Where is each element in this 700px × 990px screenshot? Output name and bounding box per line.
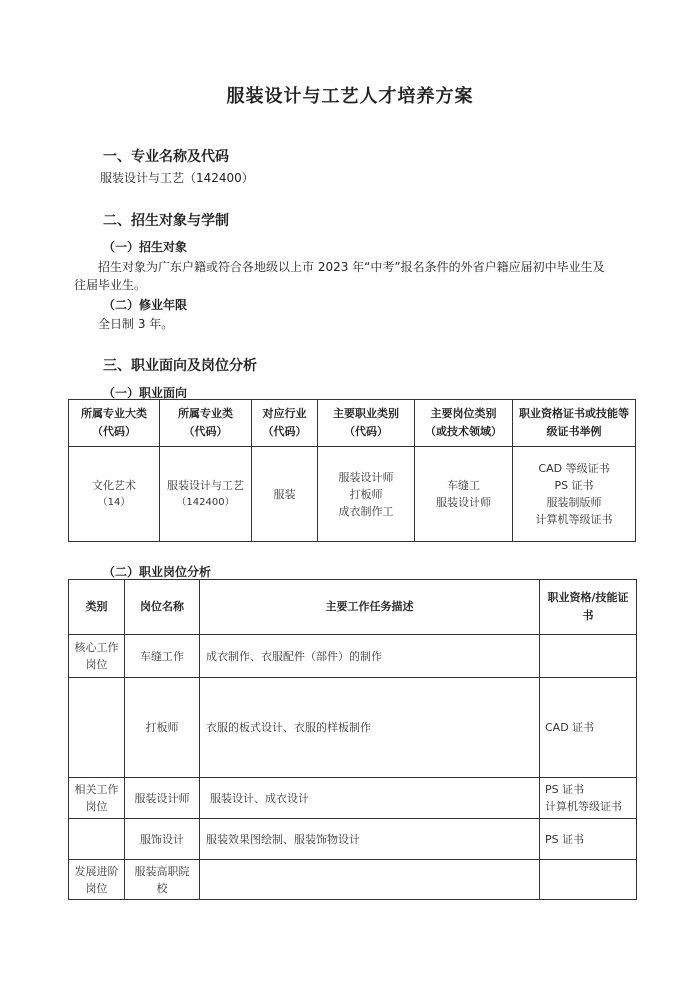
table-row (69, 819, 637, 860)
cert-cell: PS 证书 (540, 819, 637, 860)
table-header-cell: 岗位名称 (125, 580, 200, 635)
post-cell: 打板师 (125, 678, 200, 778)
section1-text: 服装设计与工艺（142400） (100, 171, 254, 185)
cert-cell: CAD 证书 (540, 678, 637, 778)
cert-cell (540, 860, 637, 900)
major-cell: 服装设计与工艺 （142400） (160, 447, 252, 542)
section3-sub2-heading: （二）职业岗位分析 (103, 565, 212, 579)
section2-sub1-line2: 往届毕业生。 (74, 278, 147, 292)
task-cell (200, 860, 540, 900)
table-row (69, 778, 637, 819)
table-header-cell: 主要工作任务描述 (200, 580, 540, 635)
section2-sub2-text: 全日制 3 年。 (98, 317, 174, 331)
career-orientation-table (68, 399, 636, 542)
industry-cell: 服装 (252, 447, 318, 542)
section2-sub2-heading: （二）修业年限 (103, 298, 188, 312)
table-row (69, 635, 637, 678)
task-cell: 衣服的板式设计、衣服的样板制作 (200, 678, 540, 778)
section1-heading: 一、专业名称及代码 (103, 149, 229, 165)
page-title: 服装设计与工艺人才培养方案 (226, 86, 474, 107)
category-cell: 文化艺术 （14） (69, 447, 160, 542)
type-cell (69, 819, 125, 860)
type-cell: 相关工作 岗位 (69, 778, 125, 819)
occupation-cell: 服装设计师 打板师 成衣制作工 (318, 447, 415, 542)
post-cell: 服饰设计 (125, 819, 200, 860)
table-header-cell: 职业资格证书或技能等 级证书举例 (513, 400, 636, 447)
task-cell: 成衣制作、衣服配件（部件）的制作 (200, 635, 540, 678)
section2-heading: 二、招生对象与学制 (103, 213, 229, 229)
section2-sub1-line1: 招生对象为广东户籍或符合各地级以上市 2023 年“中考”报名条件的外省户籍应届初中毕业生及 (98, 260, 605, 274)
section2-sub1-heading: （一）招生对象 (103, 240, 188, 254)
table-header-row (69, 400, 636, 447)
type-cell (69, 678, 125, 778)
type-cell: 核心工作 岗位 (69, 635, 125, 678)
cert-cell: CAD 等级证书 PS 证书 服装制版师 计算机等级证书 (513, 447, 636, 542)
post-cell: 服装设计师 (125, 778, 200, 819)
section3-sub1-heading: （一）职业面向 (103, 386, 188, 400)
table-header-cell: 所属专业大类 （代码） (69, 400, 160, 447)
cert-cell (540, 635, 637, 678)
post-analysis-table (68, 579, 637, 900)
table-header-cell: 职业资格/技能证 书 (540, 580, 637, 635)
table-header-cell: 主要职业类别 （代码） (318, 400, 415, 447)
table-header-cell: 对应行业 （代码） (252, 400, 318, 447)
cert-cell: PS 证书 计算机等级证书 (540, 778, 637, 819)
table-header-cell: 所属专业类 （代码） (160, 400, 252, 447)
section3-heading: 三、职业面向及岗位分析 (103, 358, 257, 374)
type-cell: 发展进阶 岗位 (69, 860, 125, 900)
task-cell: 服装设计、成衣设计 (200, 778, 540, 819)
table-row (69, 678, 637, 778)
post-cell: 服装高职院 校 (125, 860, 200, 900)
table-header-cell: 类别 (69, 580, 125, 635)
position-cell: 车缝工 服装设计师 (415, 447, 513, 542)
post-cell: 车缝工作 (125, 635, 200, 678)
task-cell: 服装效果图绘制、服装饰物设计 (200, 819, 540, 860)
table-header-row (69, 580, 637, 635)
table-row (69, 860, 637, 900)
table-row (69, 447, 636, 542)
table-header-cell: 主要岗位类别 （或技术领域） (415, 400, 513, 447)
